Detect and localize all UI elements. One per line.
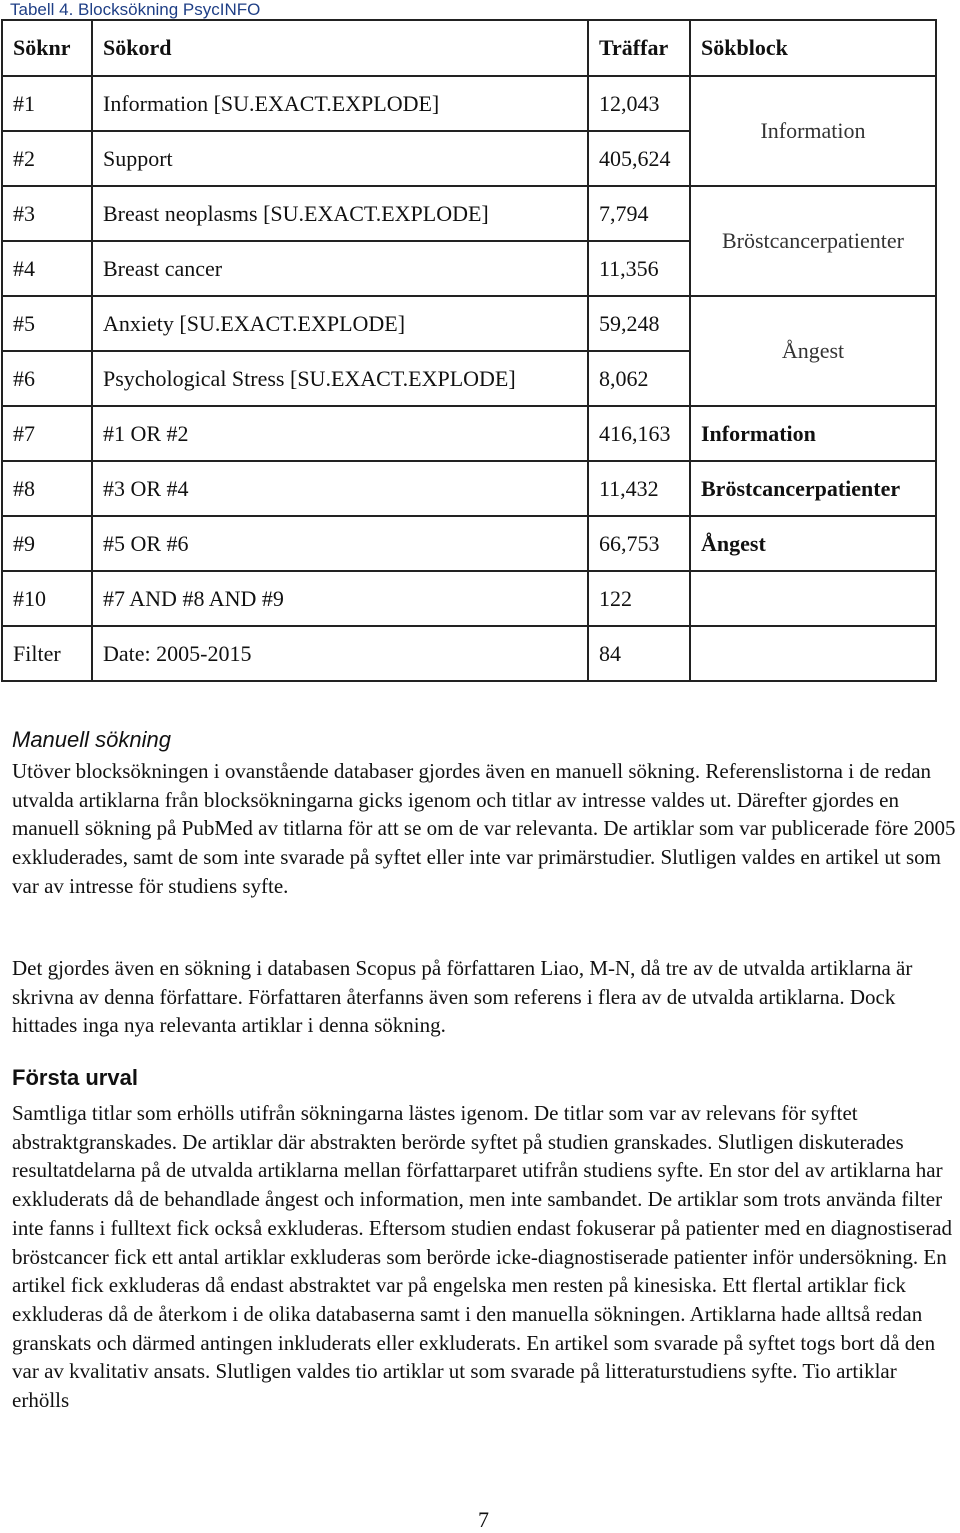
table-row — [2, 626, 936, 681]
row-hits: 405,624 — [588, 131, 690, 186]
row-term: Date: 2005-2015 — [92, 626, 588, 681]
table-row — [2, 516, 936, 571]
row-nr: #9 — [2, 516, 92, 571]
header-soknr: Söknr — [2, 20, 92, 76]
row-term: Information [SU.EXACT.EXPLODE] — [92, 76, 588, 131]
row-hits: 8,062 — [588, 351, 690, 406]
row-nr: #3 — [2, 186, 92, 241]
row-nr: #1 — [2, 76, 92, 131]
row-term: #1 OR #2 — [92, 406, 588, 461]
row-block: Information — [690, 406, 936, 461]
table-row — [2, 571, 936, 626]
table-row — [2, 461, 936, 516]
row-block — [690, 626, 936, 681]
first-selection-paragraph: Samtliga titlar som erhölls utifrån sökningarna lästes igenom. De titlar som var av relevans för syftet abstraktgranskades. De artiklar där abstrakten berörde syftet på studien granskades. Slutligen diskuterades resultatdelarna på de utvalda artiklarna mellan författarparet utifrån studiens syfte. En stor del av artiklarna har exkluderats då de behandlade ångest och information, men inte sambandet. De artiklar som trots använda filter inte fanns i fulltext fick också exkluderas. Eftersom studien endast fokuserar på patienter med en diagnostiserad bröstcancer fick ett antal artiklar exkluderas som berörde icke-diagnostiserade patienter inför undersökning. En artikel fick exkluderas då endast abstraktet var på engelska men resten på kinesiska. Ett flertal artiklar fick exkluderas då de återkom i de olika databaserna samt i den manuella sökningen. Artiklarna hade alltså redan granskats och därmed antingen inkluderats eller exkluderats. En artikel som svarade på syftet togs bort då den var av kvalitativ ansats. Slutligen valdes tio artiklar ut som svarade på litteraturstudiens syfte. Tio artiklar erhölls — [12, 1101, 953, 1413]
header-sokord: Sökord — [92, 20, 588, 76]
row-term: Breast neoplasms [SU.EXACT.EXPLODE] — [92, 186, 588, 241]
row-nr: #6 — [2, 351, 92, 406]
table-row — [2, 406, 936, 461]
row-nr: #2 — [2, 131, 92, 186]
row-term: #5 OR #6 — [92, 516, 588, 571]
row-block: Ångest — [690, 516, 936, 571]
block-information — [690, 76, 936, 186]
block-label: Bröstcancerpatienter — [721, 228, 904, 253]
row-nr: #5 — [2, 296, 92, 351]
row-nr: #7 — [2, 406, 92, 461]
row-term: #7 AND #8 AND #9 — [92, 571, 588, 626]
row-term: #3 OR #4 — [92, 461, 588, 516]
row-block — [690, 571, 936, 626]
row-block: Bröstcancerpatienter — [690, 461, 936, 516]
manual-search-paragraph: Utöver blocksökningen i ovanstående databaser gjordes även en manuell sökning. Referenslistorna i de redan utvalda artiklarna från blocksökningarna gicks igenom och titlar av intresse valdes ut. Därefter gjordes en manuell sökning på PubMed av titlarna för att se om de var relevanta. De artiklar som var publicerade före 2005 exkluderades, samt de som inte svarade på syftet eller inte var primärstudier. Slutligen valdes en artikel ut som var av intresse för studiens syfte. — [12, 759, 956, 898]
row-term: Support — [92, 131, 588, 186]
row-hits: 12,043 — [588, 76, 690, 131]
block-label: Information — [760, 118, 866, 143]
row-nr: #8 — [2, 461, 92, 516]
row-term: Anxiety [SU.EXACT.EXPLODE] — [92, 296, 588, 351]
block-brostcancerpatienter — [690, 186, 936, 296]
row-hits: 11,356 — [588, 241, 690, 296]
scopus-paragraph: Det gjordes även en sökning i databasen Scopus på författaren Liao, M-N, då tre av de utvalda artiklarna är skrivna av denna författare. Författaren återfanns även som referens i flera av de utvalda artiklarna. Dock hittades inga nya relevanta artiklar i denna sökning. — [12, 956, 913, 1038]
manual-search-heading: Manuell sökning — [12, 727, 171, 752]
table-row — [2, 296, 936, 351]
first-selection-heading: Första urval — [12, 1065, 138, 1090]
row-hits: 59,248 — [588, 296, 690, 351]
row-term: Psychological Stress [SU.EXACT.EXPLODE] — [92, 351, 588, 406]
table-row — [2, 186, 936, 241]
row-nr: Filter — [2, 626, 92, 681]
table-header-row — [2, 20, 936, 76]
row-term: Breast cancer — [92, 241, 588, 296]
row-hits: 122 — [588, 571, 690, 626]
block-angest — [690, 296, 936, 406]
table-caption: Tabell 4. Blocksökning PsycINFO — [10, 0, 261, 19]
row-hits: 66,753 — [588, 516, 690, 571]
header-sokblock: Sökblock — [690, 20, 936, 76]
row-nr: #4 — [2, 241, 92, 296]
search-table — [1, 19, 937, 682]
header-traffar: Träffar — [588, 20, 690, 76]
row-hits: 416,163 — [588, 406, 690, 461]
row-nr: #10 — [2, 571, 92, 626]
row-hits: 84 — [588, 626, 690, 681]
page-number: 7 — [478, 1507, 489, 1532]
block-label: Ångest — [781, 338, 845, 363]
row-hits: 7,794 — [588, 186, 690, 241]
table-row — [2, 76, 936, 131]
row-hits: 11,432 — [588, 461, 690, 516]
